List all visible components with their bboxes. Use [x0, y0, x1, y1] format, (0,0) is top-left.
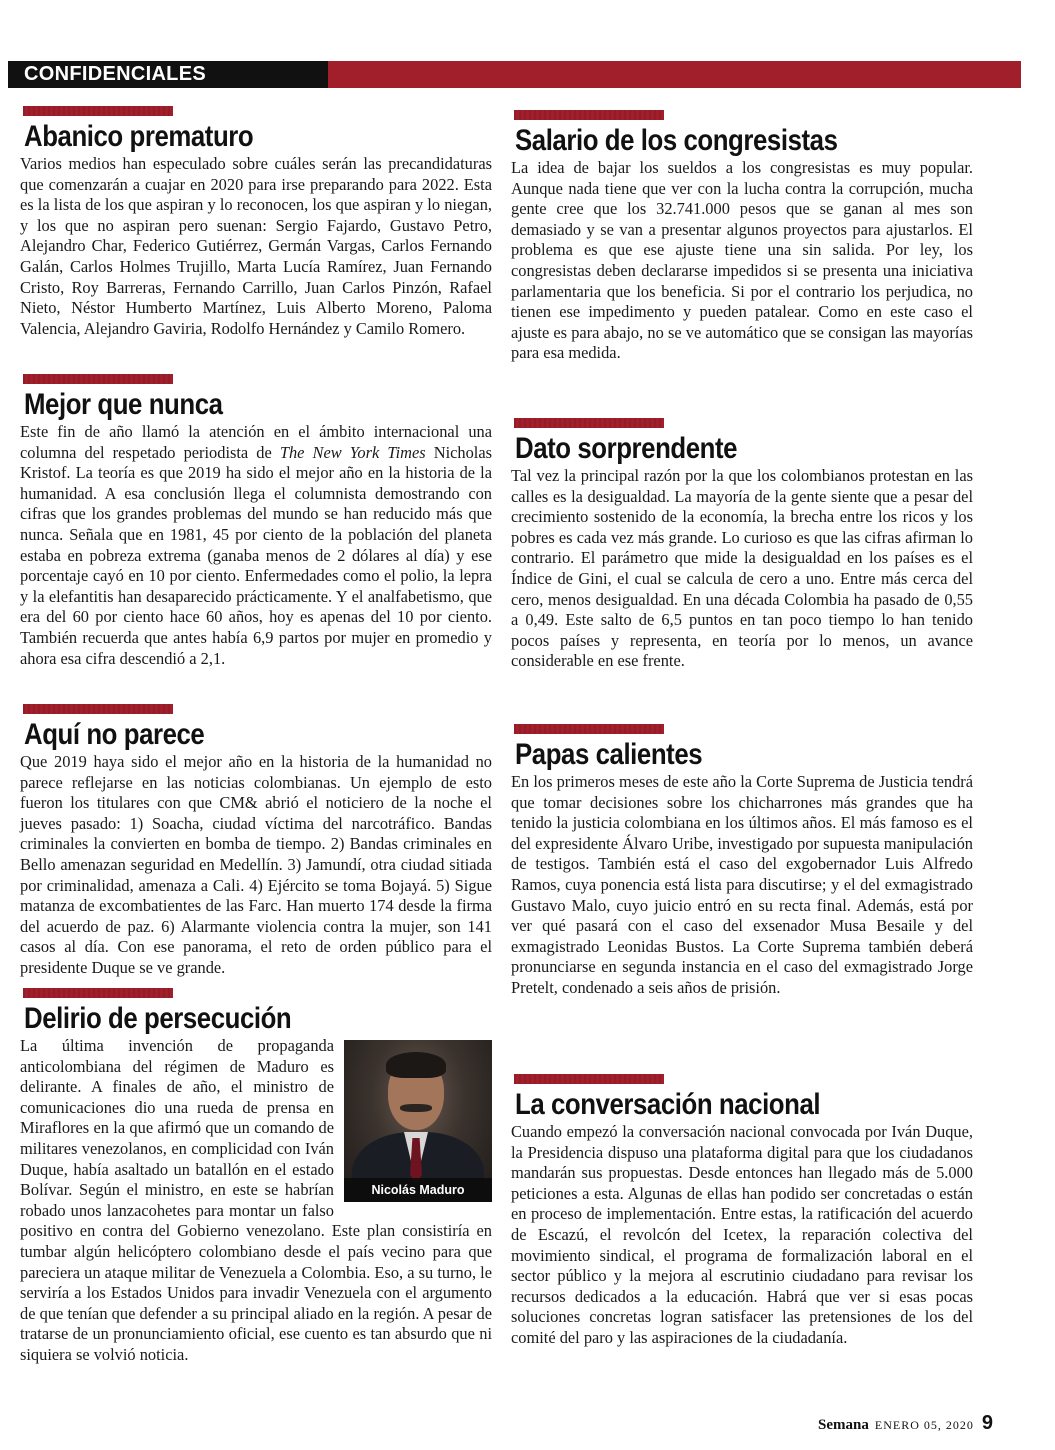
section-label: CONFIDENCIALES [8, 61, 328, 88]
article-rule [514, 418, 664, 428]
article-body: Tal vez la principal razón por la que los colombianos protestan en las calles es la desigualdad. La mayoría de la gente siente que a pesar del crecimiento sostenido de la economía, la brecha entre los ricos y los pobres es cada vez más grande. Lo curioso es que las cifras afirman lo contrario. El parámetro que mide la desigualdad en los países es el Índice de Gini, el cual se calcula de cero a uno. Entre más cerca del cero, menos desigualdad. En una década Colombia ha pasado de 0,55 a 0,49. Este salto de 6,5 puntos en tan poco tiempo lo han tenido pocos países y representa, en teoría por lo menos, un avance considerable en ese frente. [511, 466, 973, 671]
magazine-name: Semana [818, 1417, 869, 1433]
issue-date: ENERO 05, 2020 [874, 1418, 974, 1432]
article-body [20, 422, 492, 669]
article-dato [511, 418, 973, 672]
article-title: La conversación nacional [515, 1088, 821, 1121]
article-conversacion [511, 1074, 973, 1349]
body-text: Este fin de año llamó la atención en el ámbito internacional una columna del respetado periodista de [20, 422, 492, 462]
article-salario [511, 110, 973, 364]
article-abanico [20, 106, 492, 339]
article-body: En los primeros meses de este año la Corte Suprema de Justicia tendrá que tomar decisiones sobre los chicharrones más grandes que ha tenido la justicia colombiana en los últimos años. El más famoso es el del expresidente Álvaro Uribe, investigado por supuesta manipulación de testigos. También está el caso del exgobernador Luis Alfredo Ramos, cuya ponencia está lista para discutirse; y el del exmagistrado Gustavo Malo, cuyo juicio entró en su recta final. Además, está por ver qué pasará con el caso del exsenador Musa Besaile y del exmagistrado Leonidas Bustos. La Corte Suprema también deberá pronunciarse en segunda instancia en el caso del exmagistrado Jorge Pretelt, condenado a seis años de prisión. [511, 772, 973, 997]
article-rule [23, 374, 173, 384]
photo-caption: Nicolás Maduro [344, 1178, 492, 1202]
article-aqui [20, 704, 492, 979]
article-title: Delirio de persecución [24, 1002, 292, 1035]
page-footer [818, 1412, 993, 1435]
article-rule [23, 704, 173, 714]
article-rule [514, 724, 664, 734]
article-title: Aquí no parece [24, 718, 205, 751]
article-body: Que 2019 haya sido el mejor año en la historia de la humanidad no parece reflejarse en las noticias colombianas. Un ejemplo de esto fueron los titulares con que CM& abrió el noticiero de la noche el jueves pasado: 1) Soacha, ciudad víctima del narcotráfico. Bandas criminales la convierten en bomba de tiempo. 2) Bandas criminales en Bello amenazan seguridad en Medellín. 3) Jamundí, otra ciudad sitiada por criminalidad, amenaza a Cali. 4) Ejército se toma Bojayá. 5) Sigue matanza de excombatientes de las Farc. Han muerto 174 desde la firma del acuerdo de paz. 6) Alarmante violencia contra la mujer, son 141 casos al día. Con ese panorama, el reto de orden público para el presidente Duque se ve grande. [20, 752, 492, 977]
page-number: 9 [981, 1412, 993, 1434]
article-title: Salario de los congresistas [515, 124, 838, 157]
article-body: Cuando empezó la conversación nacional convocada por Iván Duque, la Presidencia dispuso una plataforma digital para que los ciudadanos mandarán sus propuestas. Desde entonces han llegado más de 5.000 peticiones a esta. Algunas de ellas han podido ser concretadas o están en proceso de implementación. Entre estas, la ratificación del acuerdo de Escazú, el revolcón del Icetex, la reparación colectiva del movimiento sindical, el programa de formalización laboral en el sector público y la mejora al escrutinio ciudadano para revisar los recursos dedicados a la educación. Habrá que ver si esas pocas soluciones concretas logran satisfacer las pretensiones de los del comité del paro y las aspiraciones de la ciudadanía. [511, 1122, 973, 1347]
publication-name: The New York Times [279, 442, 426, 462]
body-text: Nicholas Kristof. La teoría es que 2019 ha sido el mejor año en la historia de la humanidad. A esa conclusión llega el columnista demostrando con cifras que los grandes problemas del mundo se han reducido más que nunca. Señala que en 1981, 45 por ciento de la población del planeta estaba en pobreza extrema (ganaba menos de 2 dólares al día) y ese porcentaje cayó en 10 por ciento. Enfermedades como el polio, la lepra y la elefantitis han desaparecido prácticamente. Y el analfabetismo, que era del 60 por ciento hace 60 años, hoy es apenas del 10 por ciento. También recuerda que antes había 6,9 partos por mujer en promedio y ahora esa cifra descendió a 2,1. [20, 442, 492, 668]
article-rule [514, 1074, 664, 1084]
article-title: Dato sorprendente [515, 432, 738, 465]
article-title: Abanico prematuro [24, 120, 254, 153]
article-body: La última invención de propaganda anticolombiana del régimen de Maduro es delirante. A finales de año, el ministro de comunicaciones dio una rueda de prensa en Miraflores en la que afirmó que un comando de militares venezolanos, en complicidad con Iván Duque, había asaltado un batallón en el estado Bolívar. Según el ministro, en este se habrían robado unos lanzacohetes para montar un falso positivo en contra del Gobierno venezolano. Este plan consistiría en tumbar algún helicóptero colombiano desde el país vecino para que pareciera un ataque militar de Venezuela a Colombia. Eso, a su turno, le serviría a los Estados Unidos para invadir Venezuela con el argumento de que tenían que defender a su principal aliado en la región. A pesar de tratarse de un pronunciamiento oficial, ese cuento es tan absurdo que ni siquiera se volvió noticia. [20, 1036, 492, 1364]
article-rule [23, 106, 173, 116]
article-title: Mejor que nunca [24, 388, 223, 421]
article-rule [514, 110, 664, 120]
article-rule [23, 988, 173, 998]
article-delirio [20, 988, 492, 1366]
article-body: La idea de bajar los sueldos a los congresistas es muy popular. Aunque nada tiene que ver con la lucha contra la corrupción, mucha gente cree que los 32.741.000 pesos que se ganan al mes son demasiado y se van a presentar algunos proyectos para ajustarlos. El problema es que ese ajuste tiene una sin salida. Por ley, los congresistas deben declararse impedidos si se presenta una iniciativa parlamentaria que los beneficia. Si por el contrario los perjudica, no tienen ese impedimento y pueden patalear. Como en este caso el ajuste es para abajo, no se ve automático que se consigan las mayorías para esa medida. [511, 158, 973, 363]
article-mejor [20, 374, 492, 669]
article-papas [511, 724, 973, 999]
article-body: Varios medios han especulado sobre cuáles serán las precandidaturas que comenzarán a cuajar en 2020 para irse preparando para 2022. Esta es la lista de los que aspiran y lo reconocen, los que aspiran y lo niegan, y los que no aspiran pero suenan: Sergio Fajardo, Gustavo Petro, Alejandro Char, Federico Gutiérrez, Germán Vargas, Carlos Fernando Galán, Carlos Holmes Trujillo, Marta Lucía Ramírez, Juan Fernando Cristo, Roy Barreras, Fernando Carrillo, Juan Carlos Pinzón, Rafael Nieto, Néstor Humberto Martínez, Luis Alberto Moreno, Paloma Valencia, Alejandro Gaviria, Rodolfo Hernández y Camilo Romero. [20, 154, 492, 338]
article-title: Papas calientes [515, 738, 703, 771]
maduro-photo [344, 1040, 492, 1202]
